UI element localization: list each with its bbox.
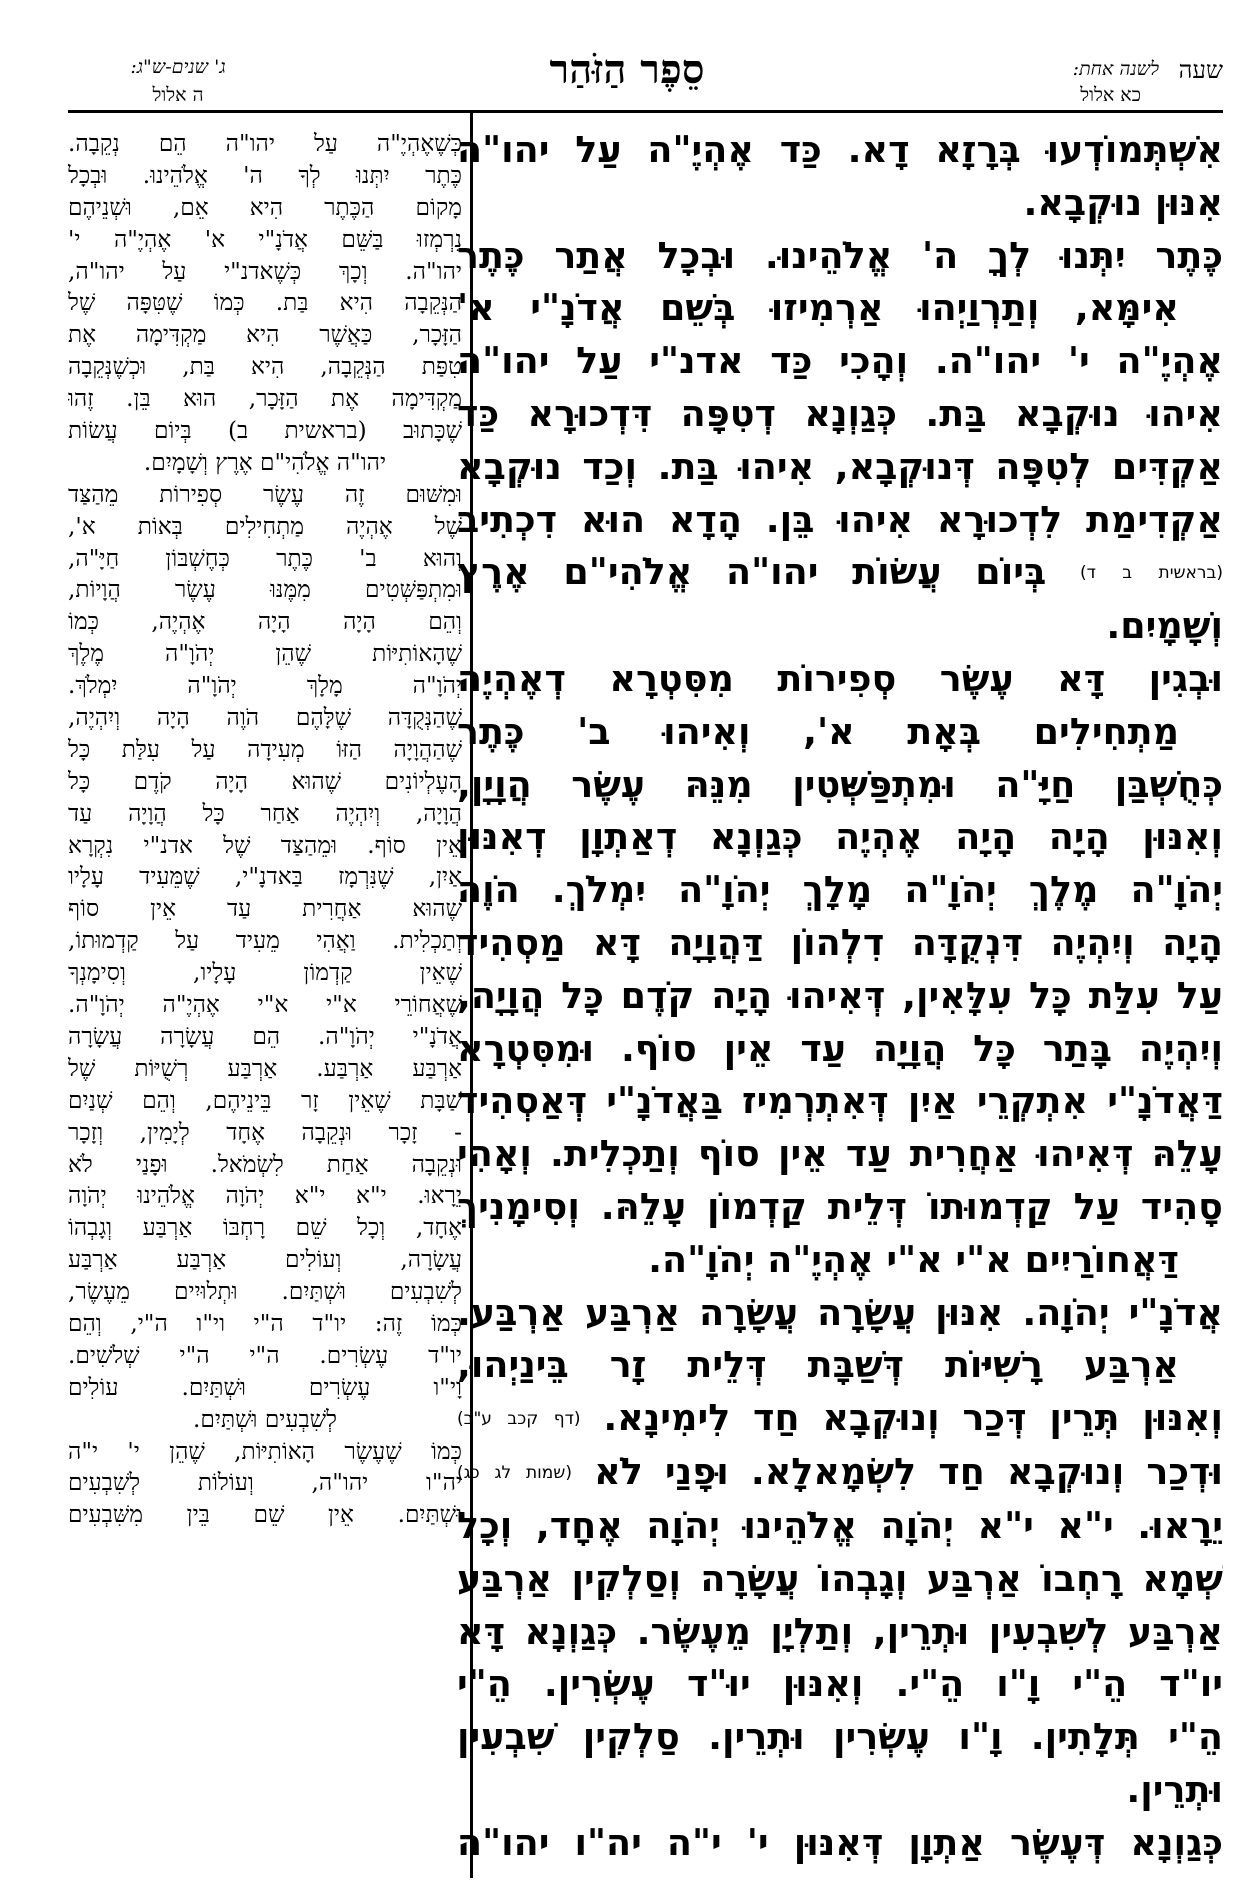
header-right <box>1013 56 1223 108</box>
commentary-line: וְהֵם הָיָה הָיָה אֶהְיֶה, כְּמוֹ <box>68 608 462 636</box>
commentary-line: יה"ו יהו"ה, וְעוֹלוֹת לְשִׁבְעִים <box>68 1469 462 1497</box>
commentary-line: נִרְמְזוּ בַּשֵּׁם אֲדֹנָ"י א' אֶהְיֶ"ה י' <box>68 225 462 253</box>
commentary-line: עֲשָׂרָה, וְעוֹלִים אַרְבַּע אַרְבַּע <box>68 1246 462 1274</box>
commentary-line: לְשִׁבְעִים וּשְׁתַּיִם. <box>193 1405 337 1433</box>
commentary-line: הַזָּכָר, כַּאֲשֶׁר הִיא מַקְדִּימָה אֶת <box>68 321 462 349</box>
commentary-line: שֶׁל אֶהְיֶה מַתְחִילִים בְּאוֹת א', <box>68 512 462 540</box>
page-title: סֵפֶר הַזֹּהַר <box>549 46 705 93</box>
schedule-one-year-date: כא אלול <box>1080 84 1141 106</box>
main-line: אַקְדִימַת לִדְכוּרָא אִיהוּ בֵּן. הָדָא הוּא דִכְתִיב <box>457 497 1223 541</box>
commentary-line: יְהֹוָ"ה מָלָךְ יְהֹוָ"ה יִמְלֹךְ. <box>68 672 462 700</box>
header-rule <box>68 110 1223 113</box>
commentary-line: הָעֶלְיוֹנִים שֶׁהוּא הָיָה קֹדֶם כָּל <box>68 767 462 795</box>
commentary-line: הַנְּקֵבָה הִיא בַּת. כְּמוֹ שֶׁטִּפָּה שֶׁל <box>68 289 462 317</box>
commentary-line: וָי"ו עֶשְׂרִים וּשְׁתַּיִם. עוֹלִים <box>68 1373 462 1401</box>
commentary-line: טִפַּת הַנְּקֵבָה, הִיא בַּת, וּכְשֶׁנְּקֵבָה <box>68 353 462 381</box>
main-line: אִשְׁתְּמוֹדְעוּ בְּרָזָא דָא. כַּד אֶהְיֶ"ה עַל יהו"ה <box>457 128 1223 171</box>
commentary-line: אַרְבַּע אַרְבַּע. אַרְבַּע רְשֻׁיּוֹת שֶׁל <box>68 1054 462 1082</box>
citation: (בראשית ב ד) <box>1079 563 1223 584</box>
main-line: דַּאֲדֹנָ"י אִתְקְרֵי אַיִן דְּאִתְרְמִיז בַּאֲדֹנָ"י דְּאַסְהִיד <box>457 1079 1223 1123</box>
main-line: כֶּתֶר יִתְּנוּ לְךָ ה' אֱלֹהֵינוּ. וּבְכָל אֲתַר כֶּתֶר <box>457 233 1223 277</box>
commentary-line: שֶׁהַנְּקֻדָּה שֶׁלָּהֶם הֹוֶה הָיָה וְיִהְיֶה, <box>68 704 462 732</box>
commentary-line: אֵין סוֹף. וּמֵהַצַּד שֶׁל אדנ"י נִקְרָא <box>68 831 462 859</box>
commentary-line: וּנְקֵבָה אַחַת לִשְׂמֹאל. וּפָנַי לֹא <box>68 1150 462 1178</box>
main-line: אֲדֹנָ"י יְהֹוָה. אִנּוּן עֲשָׂרָה עֲשָׂרָה אַרְבַּע אַרְבַּע. <box>457 1290 1223 1334</box>
commentary-line: כְּמוֹ זֶה: יו"ד ה"י וי"ו ה"י, וְהֵם <box>68 1309 462 1337</box>
main-line: וּדְכַר וְנוּקְבָא חַד לִשְׂמָאלָא. וּפָנַי לֹא (שמות לג כג) <box>457 1450 1223 1494</box>
main-line: וְשָׁמָיִם. <box>1106 604 1223 648</box>
commentary-line: וּשְׁתַּיִם. אֵין שֵׁם בֵּין מִשִּׁבְעִים <box>68 1501 462 1529</box>
citation: (דף קכב ע"ב) <box>457 1409 581 1430</box>
commentary-line: כֶּתֶר יִתְּנוּ לְךָ ה' אֱלֹהֵינוּ. וּבְכָל <box>68 161 462 189</box>
commentary-line: אֶחָד, וְכָל שֵׁם רָחְבּוֹ אַרְבַּע וְגָבְהוֹ <box>68 1214 462 1242</box>
commentary-line: שֶׁאֵין קַדְמוֹן עָלָיו, וְסִימָנְךָ <box>68 959 462 987</box>
main-line: הֵ"י תְּלָתִין. וָ"ו עֶשְׂרִין וּתְרֵין. סַלְקִין שִׁבְעִין <box>457 1715 1223 1759</box>
commentary-line: מָקוֹם הַכֶּתֶר הִיא אֵם, וּשְׁנֵיהֶם <box>68 193 462 221</box>
main-line: וּבְגִין דָּא עֶשֶׂר סְפִירוֹת מִסִּטְרָא דְאֶהְיֶה <box>457 657 1223 701</box>
citation: (שמות לג כג) <box>457 1463 572 1484</box>
commentary-line: שֶׁהוּא אַחֲרִית עַד אֵין סוֹף <box>68 895 462 923</box>
main-line: אַרְבַּע לְשִׁבְעִין וּתְרֵין, וְתַלְיָן מֵעֶשֶׂר. כְּגַוְנָא דָּא <box>457 1609 1223 1653</box>
main-line: כְּחֻשְׁבַּן חַיָּ"ה וּמִתְפַּשְּׁטִין מִנֵּהּ עֶשֶׂר הֲוָיָן, <box>457 762 1223 806</box>
commentary-line: שֶׁהַהֲוָיָה הַזּוֹ מְעִידָה עַל עִלַּת כָּל <box>68 735 462 763</box>
commentary-line: שַׁבָּת שֶׁאֵין זָר בֵּינֵיהֶם, וְהֵם שְׁנַיִם <box>68 1086 462 1114</box>
commentary-line: יהו"ה. וְכָךְ כְּשֶׁאדנ"י עַל יהו"ה, <box>68 257 462 285</box>
main-line: יְהֹוָ"ה מֶלֶךְ יְהֹוָ"ה מָלָךְ יְהֹוָ"ה יִמְלֹךְ. הֹוֶה <box>457 868 1223 912</box>
main-line: וּתְרֵין. <box>1126 1767 1223 1811</box>
commentary-line: לְשִׁבְעִים וּשְׁתַּיִם. וּתְלוּיִים מֵעֶשֶׂר, <box>68 1278 462 1306</box>
main-line: הָיָה וְיִהְיֶה דִּנְקֻדָּה דִלְהוֹן דַּהֲוָיָה דָּא מַסְהִיד <box>457 921 1223 965</box>
commentary-line: מַקְדִּימָה אֶת הַזָּכָר, הוּא בֵּן. זֶהוּ <box>68 385 462 413</box>
commentary-line: - זָכָר וּנְקֵבָה אֶחָד לְיָמִין, וְזָכָר <box>68 1118 462 1146</box>
main-line: אַרְבַּע רָשִׁיּוֹת דְּשַׁבָּת דְּלֵית זָר בֵּינַיְהוּ, <box>457 1343 1179 1387</box>
main-line: עָלֵהּ דְּאִיהוּ אַחֲרִית עַד אֵין סוֹף וְתַכְלִית. וְאָהִי <box>457 1132 1223 1176</box>
main-line: אֶהְיֶ"ה י' יהו"ה. וְהָכִי כַּד אדנ"י עַל יהו"ה <box>457 339 1223 383</box>
commentary-column <box>68 128 462 1878</box>
schedule-one-year: לשנה אחת: <box>1072 58 1159 80</box>
main-line: וְאִנּוּן תְּרֵין דְּכַר וְנוּקְבָא חַד לִימִינָא. (דף קכב ע"ב) <box>457 1396 1223 1440</box>
commentary-line: וּמִתְפַּשְּׁטִים מִמֶּנּוּ עֶשֶׂר הֲוָיוֹת, <box>68 576 462 604</box>
main-line: כְּגַוְנָא דְּעֶשֶׂר אַתְוָן דְּאִנּוּן י' י"ה יה"ו יהו"ה <box>457 1820 1223 1864</box>
commentary-line: וְהוּא ב' כֶּתֶר כְּחֶשְׁבּוֹן חַיָּ"ה, <box>68 544 462 572</box>
main-line: אִנּוּן נוּקְבָא. <box>1023 180 1223 224</box>
main-line: עַל עִלַּת כָּל עִלָּאִין, דְּאִיהוּ הָיָה קֹדֶם כָּל הֲוָיָה, <box>457 973 1223 1017</box>
main-line: (בראשית ב ד) בְּיוֹם עֲשׂוֹת יהו"ה אֱלֹהִי"ם אֶרֶץ <box>457 550 1223 594</box>
commentary-line: וּמִשּׁוּם זֶה עֶשֶׂר סְפִירוֹת מֵהַצַּד <box>68 480 462 508</box>
commentary-line: שֶׁכָּתוּב (בראשית ב) בְּיוֹם עֲשׂוֹת <box>68 417 462 445</box>
main-line: שְׁמָא רָחְבוֹ אַרְבַּע וְגָבְהוֹ עֲשָׂרָה וְסַלְקִין אַרְבַּע <box>457 1556 1223 1600</box>
main-line: אִיהוּ נוּקְבָא בַּת. כְּגַוְנָא דְטִפָּה דִּדְכוּרָא כַּד <box>457 391 1223 435</box>
schedule-three-years-date: ה אלול <box>152 84 204 106</box>
commentary-line: כְּמוֹ שֶׁעֶשֶׂר הָאוֹתִיּוֹת, שֶׁהֵן י' י"ה <box>68 1437 462 1465</box>
main-line: מַתְחִילִים בְּאָת א', וְאִיהוּ ב' כֶּתֶר <box>457 709 1179 753</box>
main-text-column <box>457 124 1223 1878</box>
main-line: אַקְדִּים לְטִפָּה דְּנוּקְבָא, אִיהוּ בַּת. וְכַד נוּקְבָא <box>457 444 1223 488</box>
commentary-line: אַיִן, שֶׁנִּרְמָז בַּאדנָ"י, שֶׁמֵּעִיד עָלָיו <box>68 863 462 891</box>
main-line: יו"ד הֵ"י וָ"ו הֵ"י. וְאִנּוּן יוּ"ד עֶשְׂרִין. הֵ"י <box>457 1662 1223 1706</box>
sha-label: שעה <box>1178 56 1223 84</box>
commentary-line: יהו"ה אֱלֹהִי"ם אֶרֶץ וְשָׁמָיִם. <box>143 448 387 476</box>
main-line: יֵרָאוּ. י"א י"א יְהֹוָה אֱלֹהֵינוּ יְהֹוָה אֶחָד, וְכָל <box>457 1504 1223 1547</box>
header-left <box>68 56 288 108</box>
main-line: דַּאֲחוֹרַיִים א"י א"י אֶהְיֶ"ה יְהֹוָ"ה. <box>648 1237 1179 1281</box>
commentary-line: יו"ד עֶשְׂרִים. ה"י ה"י שְׁלֹשִׁים. <box>68 1341 462 1369</box>
commentary-line: כְּשֶׁאֶהְיֶ"ה עַל יהו"ה הֵם נְקֵבָה. <box>68 130 462 157</box>
commentary-line: יֵרָאוּ. י"א י"א יְהֹוָה אֱלֹהֵינוּ יְהֹוָה <box>68 1182 462 1210</box>
commentary-line: שֶׁהָאוֹתִיּוֹת שֶׁהֵן יְהֹוָ"ה מֶלֶךְ <box>68 640 462 668</box>
commentary-line: וְתַכְלִית. וַאֲהִי מֵעִיד עַל קַדְמוּתוֹ, <box>68 927 462 955</box>
main-line: וְיִהְיֶה בָּתַר כָּל הֲוָיָה עַד אֵין סוֹף. וּמִסִּטְרָא <box>457 1026 1223 1070</box>
main-line: סָהִיד עַל קַדְמוּתוֹ דְּלֵית קַדְמוֹן עָלֵהּ. וְסִימָנִיךְ <box>457 1185 1223 1229</box>
commentary-line: הֲוָיָה, וְיִהְיֶה אַחַר כָּל הֲוָיָה עַד <box>68 799 462 827</box>
commentary-line: שֶׁאֲחוֹרֵי א"י א"י אֶהְיֶ"ה יְהֹוָ"ה. <box>68 991 462 1019</box>
main-line: אִימָּא, וְתַרְוַיְהוּ אַרְמִיזוּ בְּשֵׁם אֲדֹנָ"י א' <box>457 286 1179 330</box>
main-line: וְאִנּוּן הָיָה הָיָה אֶהְיֶה כְּגַוְנָא דְאַתְוָן דְאִנּוּן <box>457 815 1223 859</box>
commentary-line: אֲדֹנָ"י יְהֹוָ"ה. הֵם עֲשָׂרָה עֲשָׂרָה <box>68 1022 462 1050</box>
schedule-three-years: ג' שנים-ש"ג: <box>130 56 226 78</box>
